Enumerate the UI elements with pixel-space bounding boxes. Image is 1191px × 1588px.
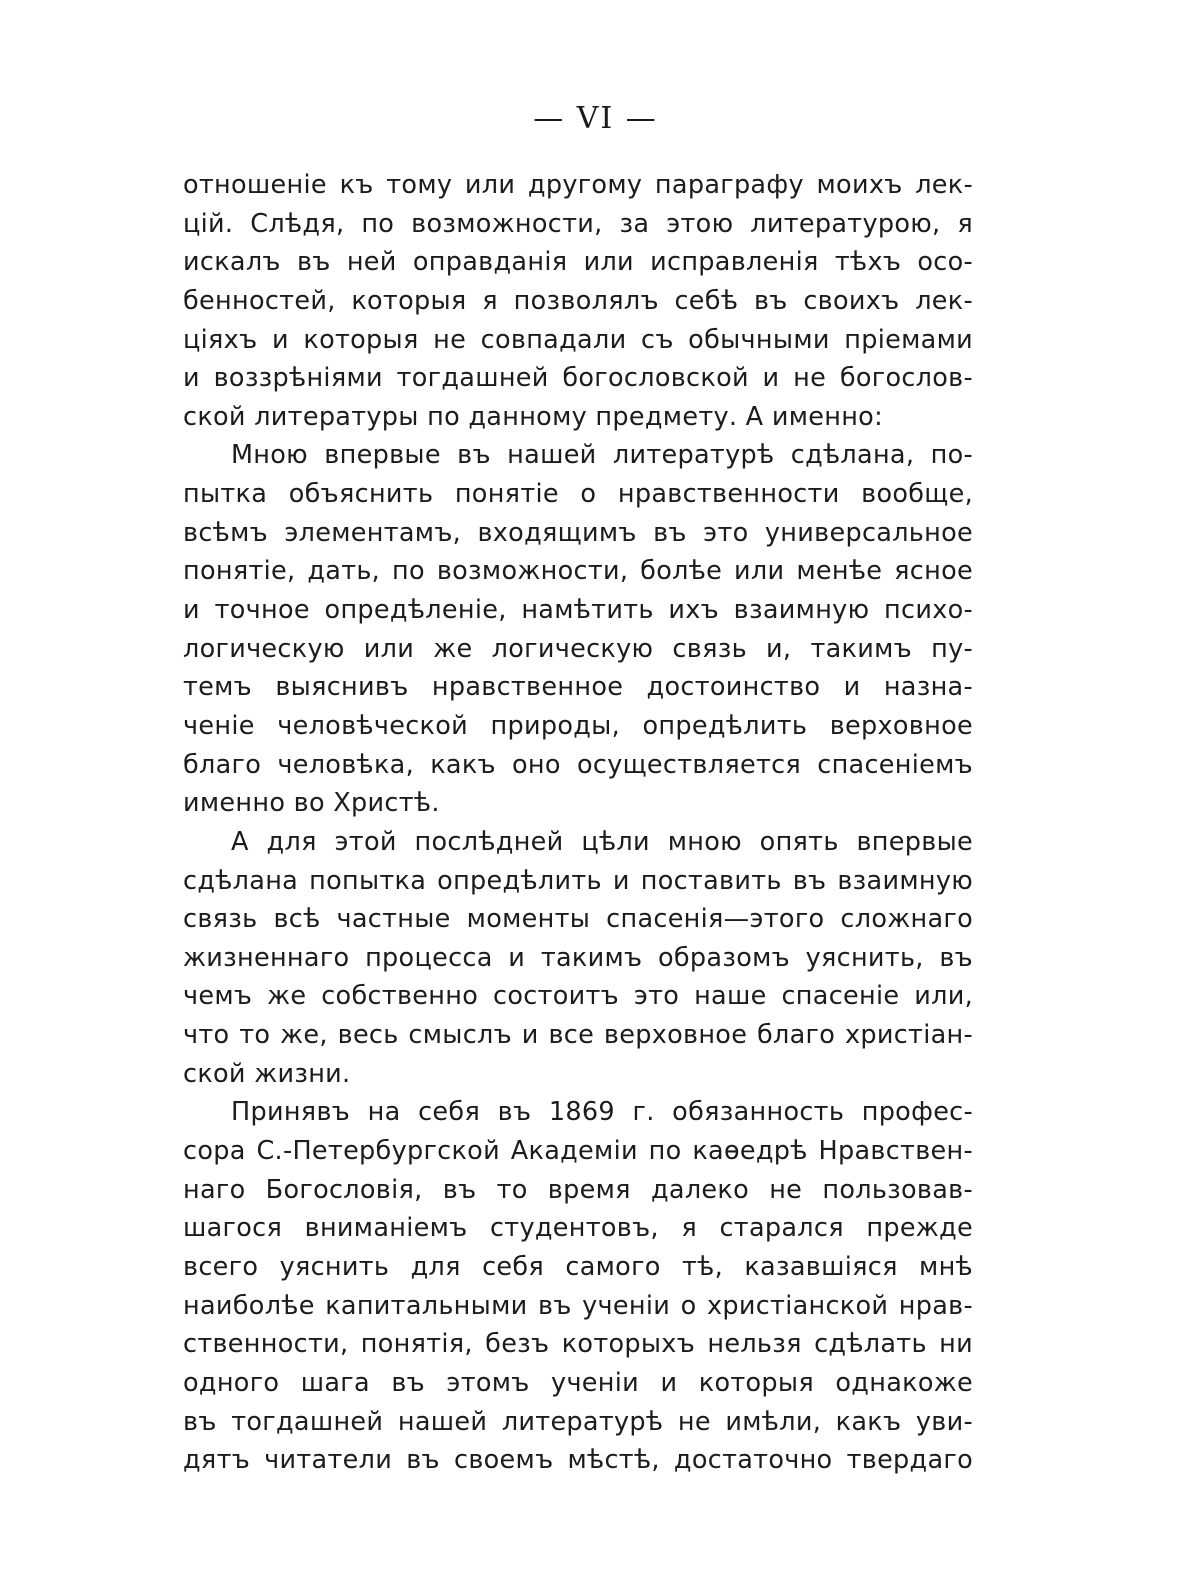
text-line: въ тогдашней нашей литературѣ не имѣли, какъ уви- xyxy=(183,1406,973,1437)
text-line: цій. Слѣдя, по возможности, за этою литературою, я xyxy=(183,208,973,239)
text-line: искалъ въ ней оправданія или исправленія тѣхъ осо- xyxy=(183,247,973,278)
text-line: что то же, весь смыслъ и все верховное благо христіан- xyxy=(183,1020,973,1051)
text-line: благо человѣка, какъ оно осуществляется спасеніемъ xyxy=(183,749,973,780)
paragraph-3 xyxy=(183,823,973,1093)
text-line: пытка объяснить понятіе о нравственности вообще, xyxy=(183,479,973,510)
text-line: логическую или же логическую связь и, такимъ пу- xyxy=(183,633,973,664)
paragraph-2 xyxy=(183,436,973,822)
text-line: Мною впервые въ нашей литературѣ сдѣлана, по- xyxy=(231,440,973,471)
text-line: чемъ же собственно состоитъ это наше спасеніе или, xyxy=(183,981,973,1012)
text-line: дятъ читатели въ своемъ мѣстѣ, достаточно твердаго xyxy=(183,1445,973,1476)
text-line: именно во Христѣ. xyxy=(183,788,440,819)
text-line: наго Богословія, въ то время далеко не пользовав- xyxy=(183,1174,973,1205)
text-line: всѣмъ элементамъ, входящимъ въ это универсальное xyxy=(183,517,973,548)
text-line: и воззрѣніями тогдашней богословской и не богослов- xyxy=(183,363,973,394)
text-line: связь всѣ частные моменты спасенія—этого сложнаго xyxy=(183,904,973,935)
text-line: понятіе, дать, по возможности, болѣе или менѣе ясное xyxy=(183,556,973,587)
text-line: Принявъ на себя въ 1869 г. обязанность профес- xyxy=(231,1097,973,1128)
text-line: ченіе человѣческой природы, опредѣлить верховное xyxy=(183,710,973,741)
text-line: А для этой послѣдней цѣли мною опять впервые xyxy=(231,826,973,857)
text-line: шагося вниманіемъ студентовъ, я старался прежде xyxy=(183,1213,973,1244)
text-line: наиболѣе капитальными въ ученіи о христіанской нрав- xyxy=(183,1290,973,1321)
text-line: темъ выяснивъ нравственное достоинство и назна- xyxy=(183,672,973,703)
text-line: одного шага въ этомъ ученіи и которыя однакоже xyxy=(183,1367,973,1398)
text-line: жизненнаго процесса и такимъ образомъ уяснить, въ xyxy=(183,942,973,973)
text-line: бенностей, которыя я позволялъ себѣ въ своихъ лек- xyxy=(183,285,973,316)
text-line: сдѣлана попытка опредѣлить и поставить въ взаимную xyxy=(183,865,973,896)
text-line: ской жизни. xyxy=(183,1058,351,1089)
paragraph-1 xyxy=(183,166,973,436)
page-number: — VI — xyxy=(533,101,658,136)
text-line: и точное опредѣленіе, намѣтить ихъ взаимную психо- xyxy=(183,595,973,626)
text-line: сора С.-Петербургской Академіи по каѳедрѣ Нравствен- xyxy=(183,1136,973,1167)
body-text xyxy=(183,166,973,1480)
text-line: всего уяснить для себя самого тѣ, казавшіяся мнѣ xyxy=(183,1251,973,1282)
text-line: ціяхъ и которыя не совпадали съ обычными пріемами xyxy=(183,324,973,355)
text-line: ской литературы по данному предмету. А именно: xyxy=(183,401,883,432)
text-line: ственности, понятія, безъ которыхъ нельзя сдѣлать ни xyxy=(183,1329,973,1360)
text-line: отношеніе къ тому или другому параграфу моихъ лек- xyxy=(183,170,973,200)
paragraph-4 xyxy=(183,1093,973,1479)
